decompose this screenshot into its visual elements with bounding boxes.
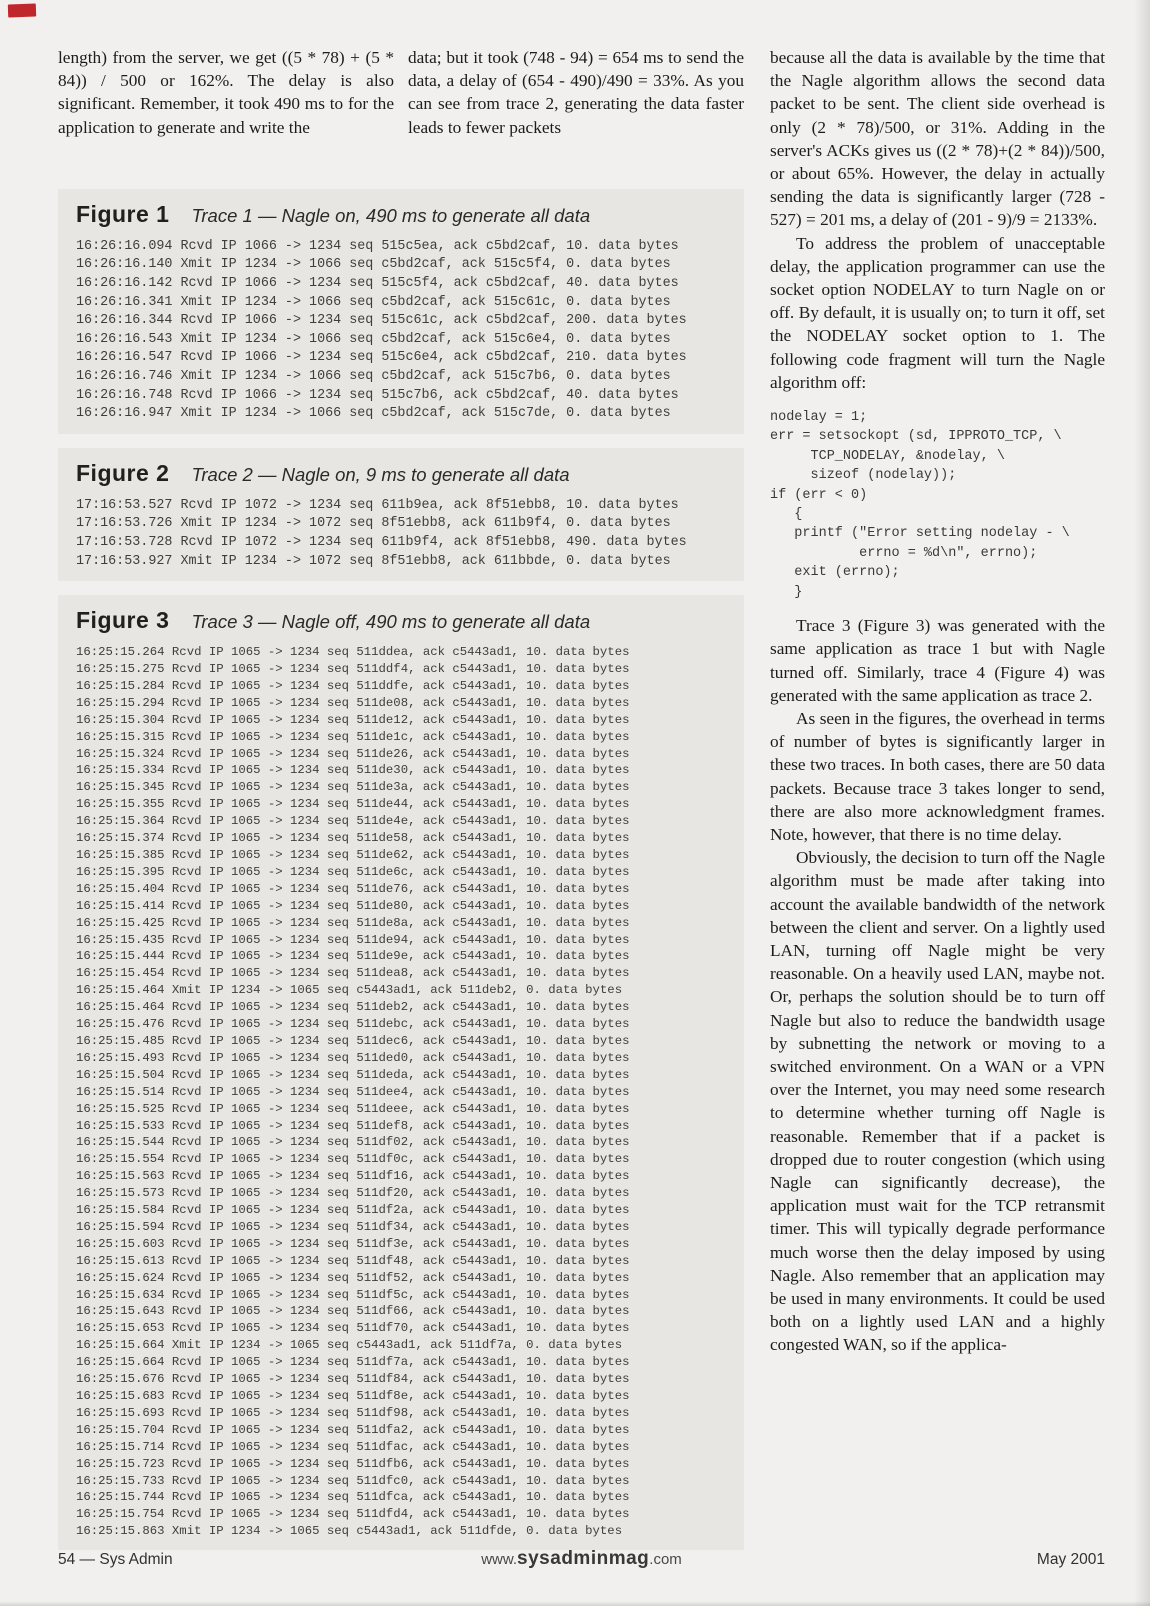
trace-line: 16:25:15.385 Rcvd IP 1065 -> 1234 seq 511de62, ack c5443ad1, 10. data bytes [76,848,630,862]
figure-1-label: Figure 1 [76,200,170,227]
trace-line: 16:25:15.476 Rcvd IP 1065 -> 1234 seq 511debc, ack c5443ad1, 10. data bytes [76,1017,630,1032]
figure-2-caption: Trace 2 — Nagle on, 9 ms to generate all data [191,463,570,485]
trace-line: 16:25:15.464 Xmit IP 1234 -> 1065 seq c5443ad1, ack 511deb2, 0. data bytes [76,983,623,998]
trace-line: 16:25:15.744 Rcvd IP 1065 -> 1234 seq 511dfca, ack c5443ad1, 10. data bytes [76,1490,630,1505]
trace-line: 17:16:53.527 Rcvd IP 1072 -> 1234 seq 611b9ea, ack 8f51ebb8, 10. data bytes [76,497,679,513]
trace-line: 16:25:15.653 Rcvd IP 1065 -> 1234 seq 511df70, ack c5443ad1, 10. data bytes [76,1321,630,1336]
paragraph-overhead: because all the data is available by the time that the Nagle algorithm allows the second data packet to be sent. The client side overhead is only (2 * 78)/500, or 31%. Adding in the server's ACKs gives us ((2 * 78)+(2 * 84))/500, or about 65%. However, the delay in actually sending the data is significantly larger (728 - 527) = 201 ms, a delay of (201 - 9)/9 = 2133%. [770,48,1105,230]
figure-3-header [76,607,726,634]
trace-line: 16:25:15.275 Rcvd IP 1065 -> 1234 seq 511ddf4, ack c5443ad1, 10. data bytes [76,662,630,677]
code-line: printf ("Error setting nodelay - \ [770,526,1070,542]
trace-line: 16:25:15.664 Xmit IP 1234 -> 1065 seq c5443ad1, ack 511df7a, 0. data bytes [76,1338,623,1353]
trace-line: 16:25:15.754 Rcvd IP 1065 -> 1234 seq 511dfd4, ack c5443ad1, 10. data bytes [76,1507,630,1522]
trace-line: 16:25:15.345 Rcvd IP 1065 -> 1234 seq 511de3a, ack c5443ad1, 10. data bytes [76,780,630,795]
code-line: errno = %d\n", errno); [770,545,1038,561]
paragraph-nodelay: To address the problem of unacceptable delay, the application programmer can use the socket option NODELAY to turn Nagle on or off. By default, it is usually on; to turn it off, set the NODELAY socket option to 1. The following code fragment will turn the Nagle algorithm off: [770,233,1105,392]
trace-line: 16:26:16.094 Rcvd IP 1066 -> 1234 seq 515c5ea, ack c5bd2caf, 10. data bytes [76,238,679,254]
figure-2-trace-listing [76,497,726,571]
trace-line: 16:26:16.341 Xmit IP 1234 -> 1066 seq c5bd2caf, ack 515c61c, 0. data bytes [76,294,671,310]
trace-line: 16:25:15.485 Rcvd IP 1065 -> 1234 seq 511dec6, ack c5443ad1, 10. data bytes [76,1033,630,1048]
intro-column-1: length) from the server, we get ((5 * 78) + (5 * 84)) / 500 or 162%. The delay is also significant. Remember, it took 490 ms to for the application to generate and write the [58,48,394,137]
intro-text-columns [58,46,744,139]
trace-line: 17:16:53.728 Rcvd IP 1072 -> 1234 seq 611b9f4, ack 8f51ebb8, 490. data bytes [76,534,687,550]
figure-1-caption: Trace 1 — Nagle on, 490 ms to generate all data [191,204,591,226]
trace-line: 16:25:15.514 Rcvd IP 1065 -> 1234 seq 511dee4, ack c5443ad1, 10. data bytes [76,1084,630,1099]
trace-line: 16:25:15.304 Rcvd IP 1065 -> 1234 seq 511de12, ack c5443ad1, 10. data bytes [76,712,630,727]
code-line: sizeof (nodelay)); [770,468,957,484]
paragraph-decision: Obviously, the decision to turn off the Nagle algorithm must be made after taking into account the available bandwidth of the network between the client and server. On a lightly used LAN, turning off Nagle might be very reasonable. On a heavily used LAN, maybe not. Or, perhaps the solution should be to turn off Nagle but also to reduce the bandwidth usage by subnetting the network or moving to a switched environment. On a WAN or a VPN over the Internet, you may need some research to determine whether turning off Nagle is reasonable. Remember that if a packet is dropped due to router congestion (which using Nagle can significantly decrease), the application must wait for the TCP retransmit timer. This will typically degrade performance much worse then the delay imposed by using Nagle. Also remember that an application may be used in many environments. It could be used both on a lightly used LAN and a highly congested WAN, so if the applica- [770,848,1105,1355]
trace-line: 16:25:15.554 Rcvd IP 1065 -> 1234 seq 511df0c, ack c5443ad1, 10. data bytes [76,1152,630,1167]
trace-line: 16:25:15.704 Rcvd IP 1065 -> 1234 seq 511dfa2, ack c5443ad1, 10. data bytes [76,1422,630,1437]
trace-line: 16:25:15.573 Rcvd IP 1065 -> 1234 seq 511df20, ack c5443ad1, 10. data bytes [76,1186,630,1201]
trace-line: 16:25:15.364 Rcvd IP 1065 -> 1234 seq 511de4e, ack c5443ad1, 10. data bytes [76,814,630,829]
trace-line: 17:16:53.726 Xmit IP 1234 -> 1072 seq 8f51ebb8, ack 611b9f4, 0. data bytes [76,516,671,532]
trace-line: 16:25:15.563 Rcvd IP 1065 -> 1234 seq 511df16, ack c5443ad1, 10. data bytes [76,1169,630,1184]
footer-url-prefix: www. [481,1551,518,1568]
trace-line: 16:25:15.294 Rcvd IP 1065 -> 1234 seq 511de08, ack c5443ad1, 10. data bytes [76,695,630,710]
trace-line: 16:25:15.594 Rcvd IP 1065 -> 1234 seq 511df34, ack c5443ad1, 10. data bytes [76,1219,630,1234]
trace-line: 16:25:15.525 Rcvd IP 1065 -> 1234 seq 511deee, ack c5443ad1, 10. data bytes [76,1101,630,1116]
figure-1-box [58,189,744,434]
paragraph-figures-overhead: As seen in the figures, the overhead in terms of number of bytes is significantly larger in these two traces. In both cases, there are 50 data packets. Because trace 3 takes longer to send, there are also more acknowledgment frames. Note, however, that there is no time delay. [770,708,1105,844]
trace-line: 16:25:15.584 Rcvd IP 1065 -> 1234 seq 511df2a, ack c5443ad1, 10. data bytes [76,1203,630,1218]
trace-line: 16:26:16.547 Rcvd IP 1066 -> 1234 seq 515c6e4, ack c5bd2caf, 210. data bytes [76,350,687,366]
trace-line: 16:25:15.444 Rcvd IP 1065 -> 1234 seq 511de9e, ack c5443ad1, 10. data bytes [76,949,630,964]
trace-line: 16:25:15.425 Rcvd IP 1065 -> 1234 seq 511de8a, ack c5443ad1, 10. data bytes [76,915,630,930]
trace-line: 16:25:15.634 Rcvd IP 1065 -> 1234 seq 511df5c, ack c5443ad1, 10. data bytes [76,1287,630,1302]
trace-line: 16:25:15.355 Rcvd IP 1065 -> 1234 seq 511de44, ack c5443ad1, 10. data bytes [76,797,630,812]
trace-line: 16:26:16.142 Rcvd IP 1066 -> 1234 seq 515c5f4, ack c5bd2caf, 40. data bytes [76,276,679,291]
main-column [58,46,744,1564]
figure-3-trace-listing [76,644,726,1540]
trace-line: 16:26:16.543 Xmit IP 1234 -> 1066 seq c5bd2caf, ack 515c6e4, 0. data bytes [76,331,671,347]
paragraph-trace3: Trace 3 (Figure 3) was generated with the same application as trace 1 but with Nagle turned off. Similarly, trace 4 (Figure 4) was generated with the same application as trace 2. [770,616,1105,705]
trace-line: 17:16:53.927 Xmit IP 1234 -> 1072 seq 8f51ebb8, ack 611bbde, 0. data bytes [76,553,671,569]
code-fragment [770,408,1105,602]
trace-line: 16:25:15.493 Rcvd IP 1065 -> 1234 seq 511ded0, ack c5443ad1, 10. data bytes [76,1050,630,1065]
trace-line: 16:25:15.683 Rcvd IP 1065 -> 1234 seq 511df8e, ack c5443ad1, 10. data bytes [76,1389,630,1403]
code-line: { [770,507,803,523]
trace-line: 16:25:15.624 Rcvd IP 1065 -> 1234 seq 511df52, ack c5443ad1, 10. data bytes [76,1270,630,1285]
code-line: err = setsockopt (sd, IPPROTO_TCP, \ [770,429,1062,445]
trace-line: 16:25:15.643 Rcvd IP 1065 -> 1234 seq 511df66, ack c5443ad1, 10. data bytes [76,1304,630,1319]
figure-1-trace-listing [76,238,726,424]
trace-line: 16:26:16.344 Rcvd IP 1066 -> 1234 seq 515c61c, ack c5bd2caf, 200. data bytes [76,313,687,329]
figure-3-caption: Trace 3 — Nagle off, 490 ms to generate all data [191,611,591,633]
page-footer [58,1548,1105,1570]
footer-url [481,1548,682,1570]
trace-line: 16:25:15.464 Rcvd IP 1065 -> 1234 seq 511deb2, ack c5443ad1, 10. data bytes [76,1000,630,1015]
trace-line: 16:25:15.533 Rcvd IP 1065 -> 1234 seq 511def8, ack c5443ad1, 10. data bytes [76,1118,630,1133]
right-column [770,46,1105,1357]
trace-line: 16:26:16.748 Rcvd IP 1066 -> 1234 seq 515c7b6, ack c5bd2caf, 40. data bytes [76,387,679,403]
code-line: nodelay = 1; [770,410,868,426]
figure-3-label: Figure 3 [76,607,170,634]
figure-2-label: Figure 2 [76,459,170,486]
footer-url-brand: sysadminmag [517,1548,650,1569]
trace-line: 16:25:15.693 Rcvd IP 1065 -> 1234 seq 511df98, ack c5443ad1, 10. data bytes [76,1405,630,1420]
trace-line: 16:25:15.723 Rcvd IP 1065 -> 1234 seq 511dfb6, ack c5443ad1, 10. data bytes [76,1456,630,1471]
scan-red-mark [8,4,36,18]
trace-line: 16:25:15.714 Rcvd IP 1065 -> 1234 seq 511dfac, ack c5443ad1, 10. data bytes [76,1439,630,1454]
trace-line: 16:25:15.264 Rcvd IP 1065 -> 1234 seq 511ddea, ack c5443ad1, 10. data bytes [76,645,630,660]
trace-line: 16:25:15.733 Rcvd IP 1065 -> 1234 seq 511dfc0, ack c5443ad1, 10. data bytes [76,1473,630,1488]
trace-line: 16:25:15.504 Rcvd IP 1065 -> 1234 seq 511deda, ack c5443ad1, 10. data bytes [76,1067,630,1082]
trace-line: 16:25:15.324 Rcvd IP 1065 -> 1234 seq 511de26, ack c5443ad1, 10. data bytes [76,746,630,761]
trace-line: 16:25:15.544 Rcvd IP 1065 -> 1234 seq 511df02, ack c5443ad1, 10. data bytes [76,1135,630,1150]
code-line: if (err < 0) [770,487,868,503]
trace-line: 16:25:15.414 Rcvd IP 1065 -> 1234 seq 511de80, ack c5443ad1, 10. data bytes [76,898,630,913]
trace-line: 16:25:15.603 Rcvd IP 1065 -> 1234 seq 511df3e, ack c5443ad1, 10. data bytes [76,1236,630,1251]
trace-line: 16:25:15.404 Rcvd IP 1065 -> 1234 seq 511de76, ack c5443ad1, 10. data bytes [76,881,630,896]
trace-line: 16:25:15.435 Rcvd IP 1065 -> 1234 seq 511de94, ack c5443ad1, 10. data bytes [76,932,630,947]
figure-2-box [58,448,744,581]
trace-line: 16:26:16.140 Xmit IP 1234 -> 1066 seq c5bd2caf, ack 515c5f4, 0. data bytes [76,257,671,273]
figure-2-header [76,460,726,487]
trace-line: 16:25:15.315 Rcvd IP 1065 -> 1234 seq 511de1c, ack c5443ad1, 10. data bytes [76,729,630,744]
trace-line: 16:25:15.395 Rcvd IP 1065 -> 1234 seq 511de6c, ack c5443ad1, 10. data bytes [76,864,630,879]
trace-line: 16:25:15.613 Rcvd IP 1065 -> 1234 seq 511df48, ack c5443ad1, 10. data bytes [76,1253,630,1268]
code-line: exit (errno); [770,565,900,581]
trace-line: 16:25:15.676 Rcvd IP 1065 -> 1234 seq 511df84, ack c5443ad1, 10. data bytes [76,1372,630,1387]
trace-line: 16:25:15.374 Rcvd IP 1065 -> 1234 seq 511de58, ack c5443ad1, 10. data bytes [76,831,630,846]
footer-url-suffix: .com [649,1551,682,1568]
code-line: } [770,584,803,600]
intro-column-2: data; but it took (748 - 94) = 654 ms to send the data, a delay of (654 - 490)/490 = 33%. As you can see from trace 2, generating the data faster leads to fewer packets [408,48,744,137]
footer-date: May 2001 [1036,1551,1105,1568]
trace-line: 16:25:15.454 Rcvd IP 1065 -> 1234 seq 511dea8, ack c5443ad1, 10. data bytes [76,966,630,981]
trace-line: 16:26:16.746 Xmit IP 1234 -> 1066 seq c5bd2caf, ack 515c7b6, 0. data bytes [76,368,671,384]
trace-line: 16:25:15.334 Rcvd IP 1065 -> 1234 seq 511de30, ack c5443ad1, 10. data bytes [76,763,630,778]
footer-page-number: 54 — Sys Admin [58,1551,173,1568]
trace-line: 16:25:15.664 Rcvd IP 1065 -> 1234 seq 511df7a, ack c5443ad1, 10. data bytes [76,1355,630,1370]
trace-line: 16:26:16.947 Xmit IP 1234 -> 1066 seq c5bd2caf, ack 515c7de, 0. data bytes [76,406,671,422]
code-line: TCP_NODELAY, &nodelay, \ [770,448,1005,464]
trace-line: 16:25:15.284 Rcvd IP 1065 -> 1234 seq 511ddfe, ack c5443ad1, 10. data bytes [76,678,630,693]
figure-3-box [58,595,744,1550]
trace-line: 16:25:15.863 Xmit IP 1234 -> 1065 seq c5443ad1, ack 511dfde, 0. data bytes [76,1524,623,1539]
figure-1-header [76,201,726,228]
